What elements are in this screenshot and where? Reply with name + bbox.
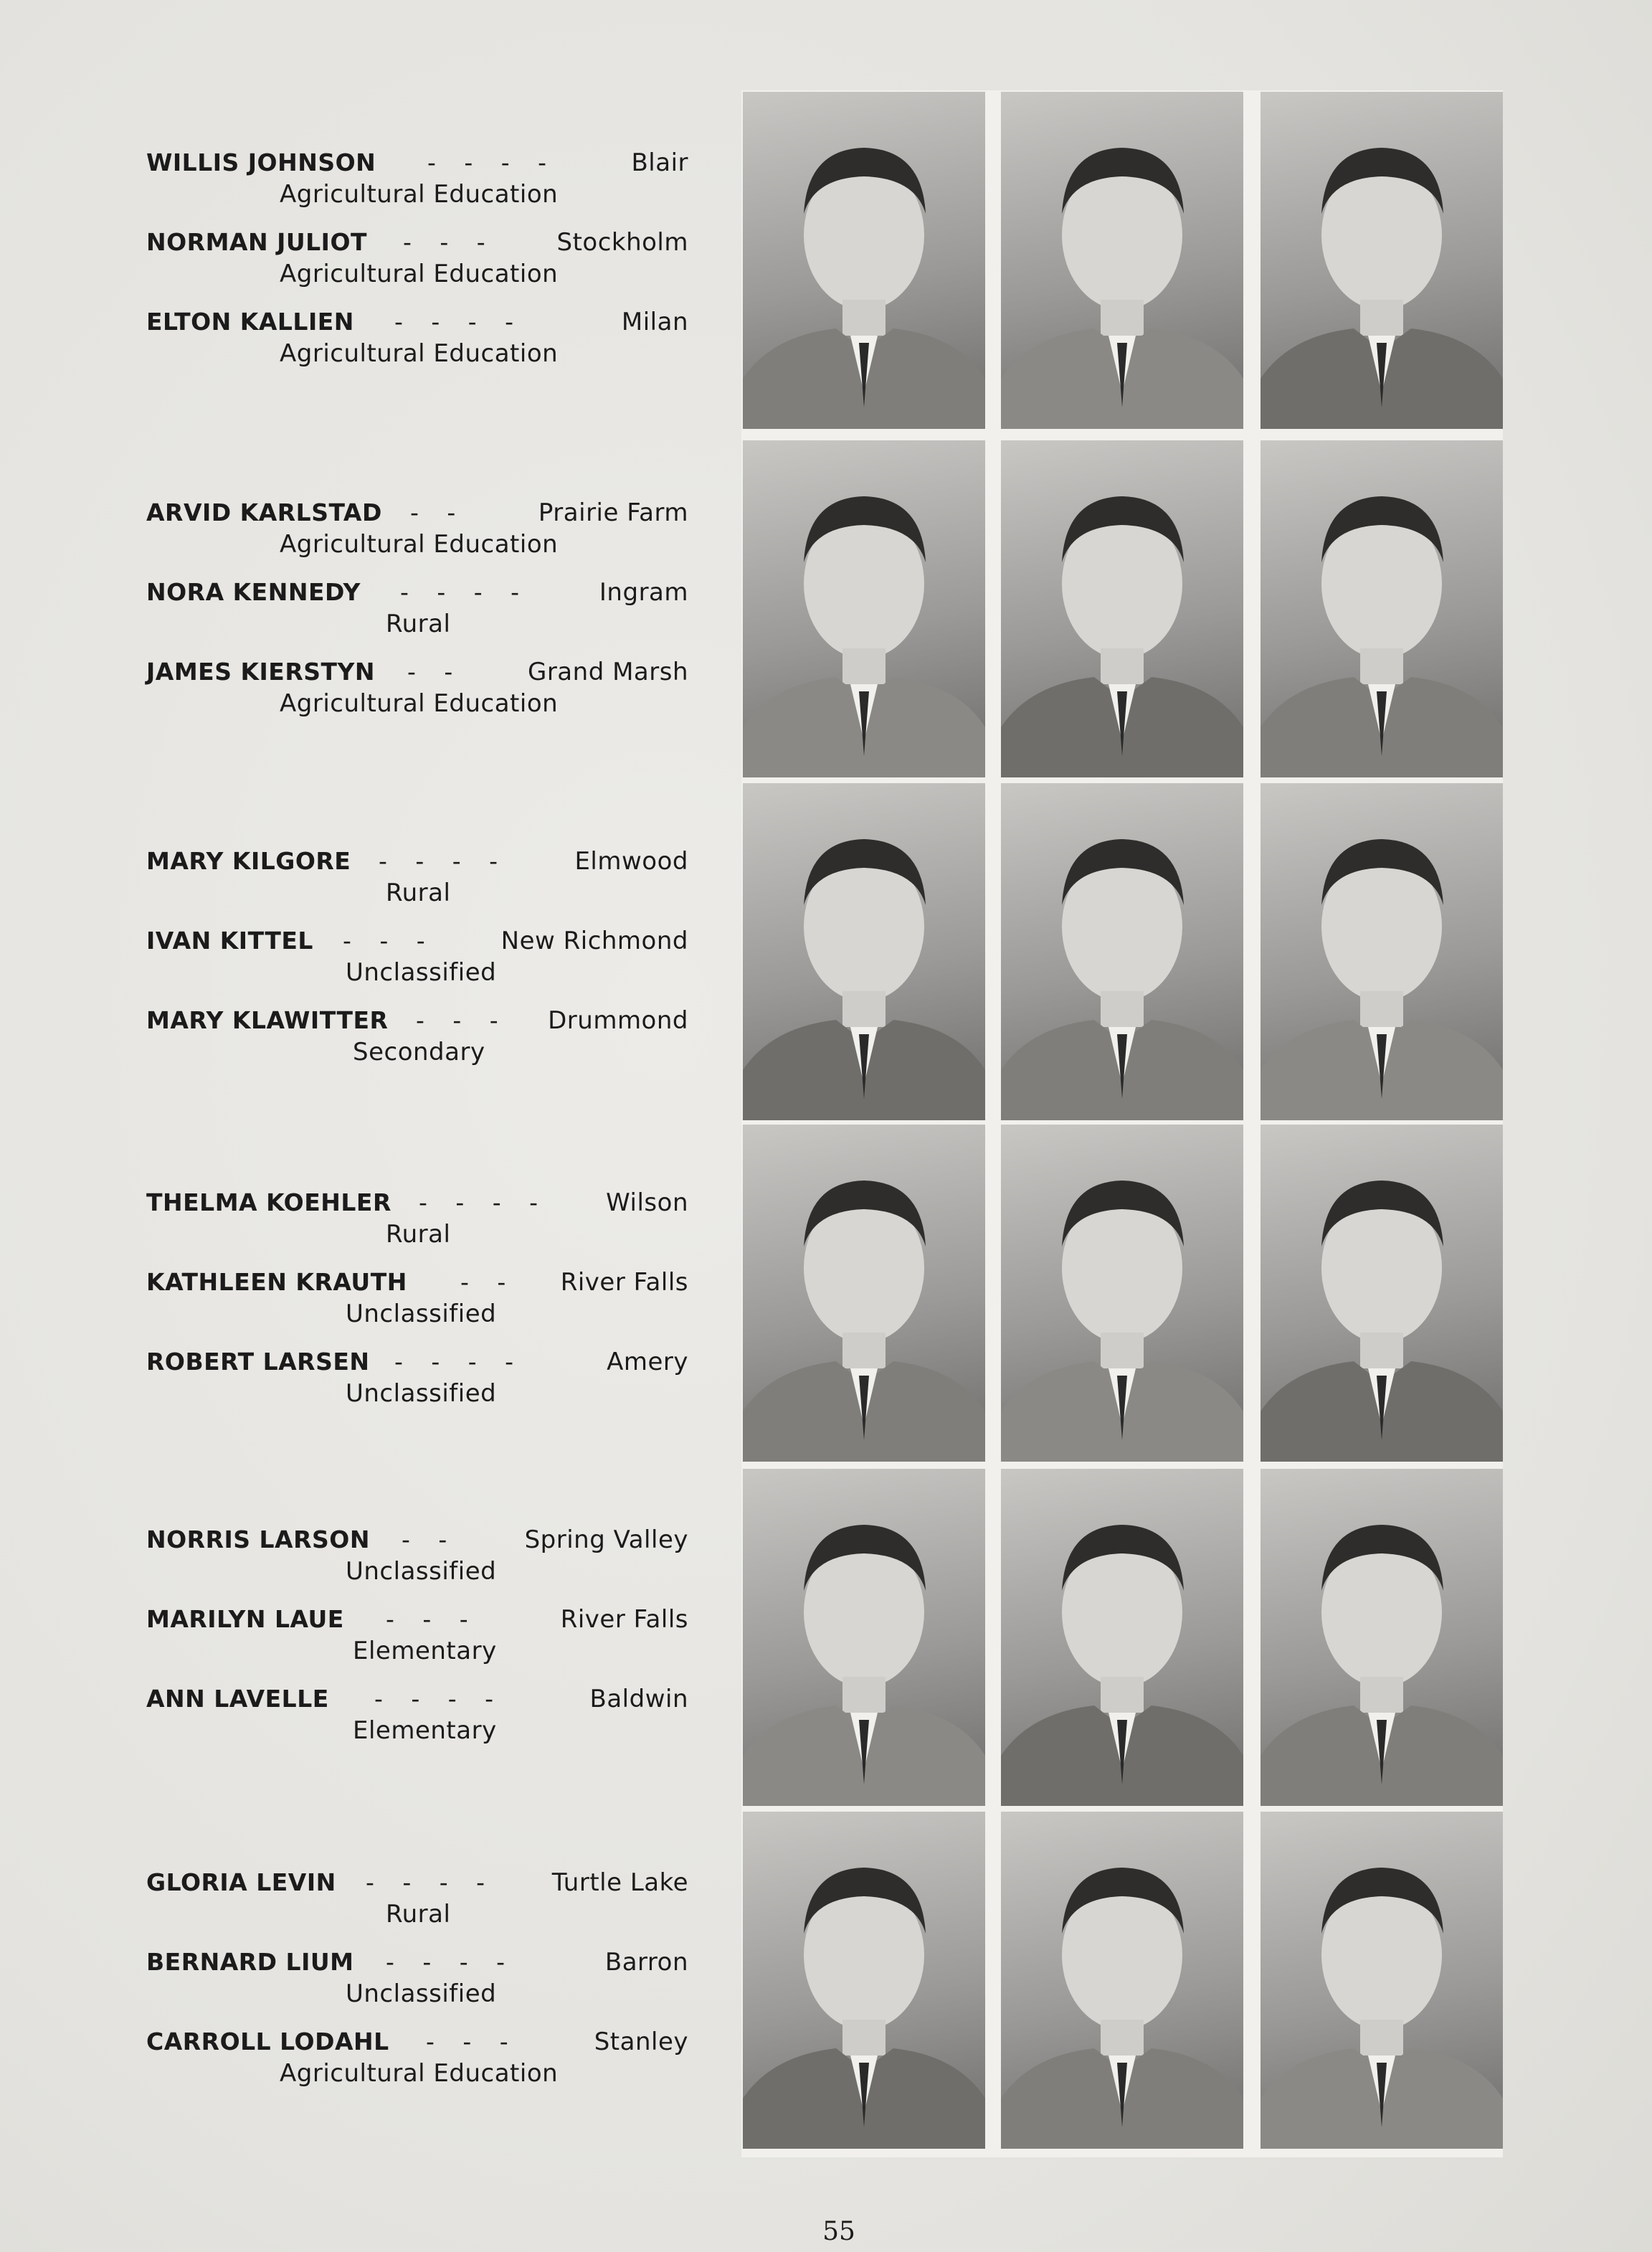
student-department: Unclassified [346, 1379, 497, 1408]
student-department: Agricultural Education [280, 2059, 559, 2088]
student-department: Unclassified [346, 958, 497, 987]
leader-dashes: - - - [386, 1605, 470, 1633]
student-entry [146, 226, 688, 306]
student-department: Elementary [353, 1637, 497, 1665]
student-portrait [743, 440, 985, 777]
student-department: Agricultural Education [280, 339, 559, 368]
student-name: JAMES KIERSTYN [146, 658, 376, 686]
student-entry [146, 576, 688, 656]
student-entry [146, 2025, 688, 2105]
student-entry [146, 496, 688, 576]
student-department: Unclassified [346, 1557, 497, 1586]
student-hometown: New Richmond [500, 927, 688, 955]
student-group [146, 1866, 688, 2105]
student-name: MARY KILGORE [146, 847, 351, 875]
student-hometown: Barron [604, 1948, 688, 1977]
portrait-silhouette-icon [743, 783, 985, 1120]
student-portrait [1261, 783, 1503, 1120]
student-hometown: Prairie Farm [538, 498, 688, 527]
student-name: KATHLEEN KRAUTH [146, 1268, 407, 1296]
student-hometown: River Falls [560, 1605, 688, 1634]
portrait-silhouette-icon [743, 92, 985, 429]
leader-dashes: - - [460, 1268, 508, 1296]
leader-dashes: - - - - [394, 1348, 516, 1376]
student-name: IVAN KITTEL [146, 927, 313, 955]
leader-dashes: - - - - [386, 1948, 507, 1976]
student-name: ANN LAVELLE [146, 1685, 329, 1713]
student-name: NORA KENNEDY [146, 578, 361, 606]
student-department: Rural [386, 879, 451, 907]
student-name: BERNARD LIUM [146, 1948, 354, 1976]
student-hometown: Spring Valley [524, 1525, 688, 1554]
student-hometown: Drummond [548, 1006, 688, 1035]
student-department: Agricultural Education [280, 689, 559, 718]
student-portrait [1001, 440, 1243, 777]
student-group [146, 1186, 688, 1425]
student-portrait [1261, 1812, 1503, 2149]
leader-dashes: - - - - [366, 1868, 487, 1896]
student-department: Agricultural Education [280, 180, 559, 209]
portrait-silhouette-icon [1261, 1125, 1503, 1462]
student-department: Secondary [353, 1038, 485, 1066]
student-portrait [1261, 440, 1503, 777]
leader-dashes: - - - - [419, 1188, 540, 1216]
student-portrait [1001, 92, 1243, 429]
student-entry [146, 1523, 688, 1603]
student-entry [146, 1266, 688, 1345]
student-group [146, 1523, 688, 1762]
student-entry [146, 845, 688, 924]
student-hometown: Stockholm [556, 228, 688, 257]
leader-dashes: - - - [403, 228, 487, 256]
student-name: THELMA KOEHLER [146, 1188, 391, 1216]
portrait-silhouette-icon [1001, 783, 1243, 1120]
leader-dashes: - - - - [427, 148, 549, 176]
student-hometown: River Falls [560, 1268, 688, 1297]
student-hometown: Blair [631, 148, 688, 177]
student-hometown: Ingram [599, 578, 688, 607]
student-hometown: Amery [607, 1348, 688, 1376]
portrait-silhouette-icon [1001, 440, 1243, 777]
student-name: NORRIS LARSON [146, 1525, 370, 1553]
student-name: GLORIA LEVIN [146, 1868, 336, 1896]
student-entry [146, 656, 688, 735]
student-name: CARROLL LODAHL [146, 2028, 389, 2055]
student-entry [146, 1345, 688, 1425]
student-portrait [743, 1812, 985, 2149]
student-group [146, 845, 688, 1084]
student-department: Rural [386, 610, 451, 638]
portrait-silhouette-icon [1261, 783, 1503, 1120]
student-name: ROBERT LARSEN [146, 1348, 370, 1376]
student-hometown: Turtle Lake [551, 1868, 688, 1897]
student-department: Agricultural Education [280, 530, 559, 559]
portrait-silhouette-icon [743, 1469, 985, 1806]
leader-dashes: - - [402, 1525, 449, 1553]
student-hometown: Elmwood [574, 847, 688, 876]
leader-dashes: - - - - [379, 847, 500, 875]
student-portrait [1001, 1125, 1243, 1462]
student-department: Unclassified [346, 1979, 497, 2008]
student-name: ELTON KALLIEN [146, 308, 354, 336]
portrait-silhouette-icon [1261, 1812, 1503, 2149]
portrait-silhouette-icon [743, 1812, 985, 2149]
student-portrait [1261, 1469, 1503, 1806]
student-portrait [1261, 1125, 1503, 1462]
leader-dashes: - - - - [400, 578, 521, 606]
portrait-silhouette-icon [1001, 1812, 1243, 2149]
student-portrait [1001, 1469, 1243, 1806]
student-entry [146, 146, 688, 226]
student-hometown: Wilson [606, 1188, 688, 1217]
portrait-silhouette-icon [1261, 1469, 1503, 1806]
portrait-grid [741, 90, 1503, 2157]
student-portrait [1001, 1812, 1243, 2149]
student-group [146, 496, 688, 735]
leader-dashes: - - - [343, 927, 427, 955]
student-department: Rural [386, 1220, 451, 1249]
student-entry [146, 1603, 688, 1683]
student-portrait [1001, 783, 1243, 1120]
student-name: MARILYN LAUE [146, 1605, 344, 1633]
leader-dashes: - - - - [394, 308, 516, 336]
student-department: Rural [386, 1900, 451, 1929]
student-name: ARVID KARLSTAD [146, 498, 382, 526]
student-entry [146, 1683, 688, 1762]
student-portrait [743, 92, 985, 429]
student-entry [146, 924, 688, 1004]
leader-dashes: - - - [426, 2028, 510, 2055]
student-entry [146, 1004, 688, 1084]
student-name-list [146, 0, 688, 2252]
student-portrait [1261, 92, 1503, 429]
portrait-silhouette-icon [1001, 1125, 1243, 1462]
student-hometown: Milan [621, 308, 688, 336]
portrait-silhouette-icon [1261, 440, 1503, 777]
student-entry [146, 306, 688, 385]
student-department: Agricultural Education [280, 260, 559, 288]
student-portrait [743, 783, 985, 1120]
student-hometown: Baldwin [589, 1685, 688, 1713]
leader-dashes: - - - - [374, 1685, 495, 1713]
student-portrait [743, 1125, 985, 1462]
student-name: MARY KLAWITTER [146, 1006, 389, 1034]
student-hometown: Stanley [594, 2028, 688, 2056]
portrait-silhouette-icon [743, 440, 985, 777]
student-name: WILLIS JOHNSON [146, 148, 376, 176]
student-department: Unclassified [346, 1300, 497, 1328]
portrait-silhouette-icon [1001, 1469, 1243, 1806]
leader-dashes: - - [410, 498, 457, 526]
portrait-silhouette-icon [1261, 92, 1503, 429]
student-hometown: Grand Marsh [527, 658, 688, 686]
portrait-silhouette-icon [743, 1125, 985, 1462]
page-number: 55 [822, 2217, 855, 2246]
student-portrait [743, 1469, 985, 1806]
student-name: NORMAN JULIOT [146, 228, 368, 256]
student-department: Elementary [353, 1716, 497, 1745]
student-entry [146, 1186, 688, 1266]
student-entry [146, 1866, 688, 1946]
student-entry [146, 1946, 688, 2025]
leader-dashes: - - [407, 658, 455, 686]
portrait-silhouette-icon [1001, 92, 1243, 429]
student-group [146, 146, 688, 385]
leader-dashes: - - - [416, 1006, 500, 1034]
